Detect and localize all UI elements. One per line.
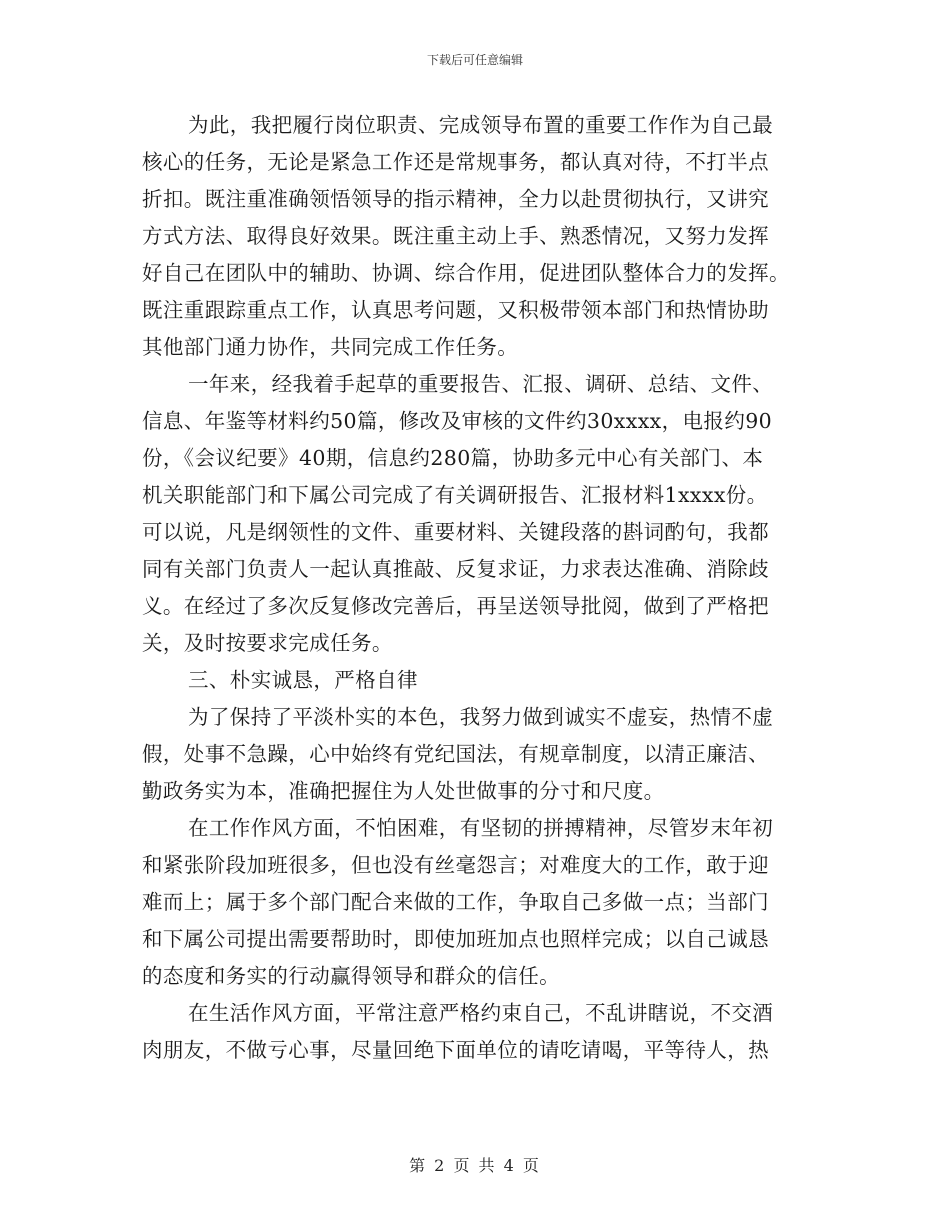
text-line: 肉朋友，不做亏心事，尽量回绝下面单位的请吃请喝，平等待人，热 bbox=[142, 1038, 769, 1062]
text-line: 同有关部门负责人一起认真推敲、反复求证，力求表达准确、消除歧 bbox=[142, 557, 769, 581]
page-number: 第 2 页 共 4 页 bbox=[409, 1156, 541, 1175]
text-line: 和下属公司提出需要帮助时，即使加班加点也照样完成；以自己诚恳 bbox=[142, 927, 769, 951]
text-line: 关，及时按要求完成任务。 bbox=[142, 631, 393, 655]
page-header: 下载后可任意编辑 bbox=[426, 53, 523, 67]
section-heading: 三、朴实诚恳，严格自律 bbox=[188, 668, 418, 692]
text-line: 在生活作风方面，平常注意严格约束自己，不乱讲瞎说，不交酒 bbox=[188, 1001, 774, 1025]
text-line: 难而上；属于多个部门配合来做的工作，争取自己多做一点；当部门 bbox=[142, 890, 769, 914]
text-line: 为此，我把履行岗位职责、完成领导布置的重要工作作为自己最 bbox=[188, 113, 774, 137]
text-line: 一年来，经我着手起草的重要报告、汇报、调研、总结、文件、 bbox=[188, 372, 774, 396]
text-line: 义。在经过了多次反复修改完善后，再呈送领导批阅，做到了严格把 bbox=[142, 594, 769, 618]
text-line: 机关职能部门和下属公司完成了有关调研报告、汇报材料1xxxx份。 bbox=[142, 483, 768, 507]
document-body bbox=[142, 107, 810, 1069]
text-line: 核心的任务，无论是紧急工作还是常规事务，都认真对待，不打半点 bbox=[142, 150, 769, 174]
text-line: 份，《会议纪要》40期，信息约280篇，协助多元中心有关部门、本 bbox=[142, 446, 764, 470]
text-line: 和紧张阶段加班很多，但也没有丝毫怨言；对难度大的工作，敢于迎 bbox=[142, 853, 769, 877]
text-line: 在工作作风方面，不怕困难，有坚韧的拼搏精神，尽管岁末年初 bbox=[188, 816, 774, 840]
text-line: 勤政务实为本，准确把握住为人处世做事的分寸和尺度。 bbox=[142, 779, 665, 803]
text-line: 其他部门通力协作，共同完成工作任务。 bbox=[142, 335, 519, 359]
text-line: 可以说，凡是纲领性的文件、重要材料、关键段落的斟词酌句，我都 bbox=[142, 520, 769, 544]
text-line: 为了保持了平淡朴实的本色，我努力做到诚实不虚妄，热情不虚 bbox=[188, 705, 774, 729]
text-line: 折扣。既注重准确领悟领导的指示精神，全力以赴贯彻执行，又讲究 bbox=[142, 187, 769, 211]
text-line: 既注重跟踪重点工作，认真思考问题，又积极带领本部门和热情协助 bbox=[142, 298, 769, 322]
text-line: 好自己在团队中的辅助、协调、综合作用，促进团队整体合力的发挥。 bbox=[142, 261, 790, 285]
text-line: 假，处事不急躁，心中始终有党纪国法，有规章制度，以清正廉洁、 bbox=[142, 742, 769, 766]
text-line: 的态度和务实的行动赢得领导和群众的信任。 bbox=[142, 964, 560, 988]
text-line: 方式方法、取得良好效果。既注重主动上手、熟悉情况，又努力发挥 bbox=[142, 224, 769, 248]
text-line: 信息、年鉴等材料约50篇，修改及审核的文件约30xxxx，电报约90 bbox=[142, 409, 773, 433]
